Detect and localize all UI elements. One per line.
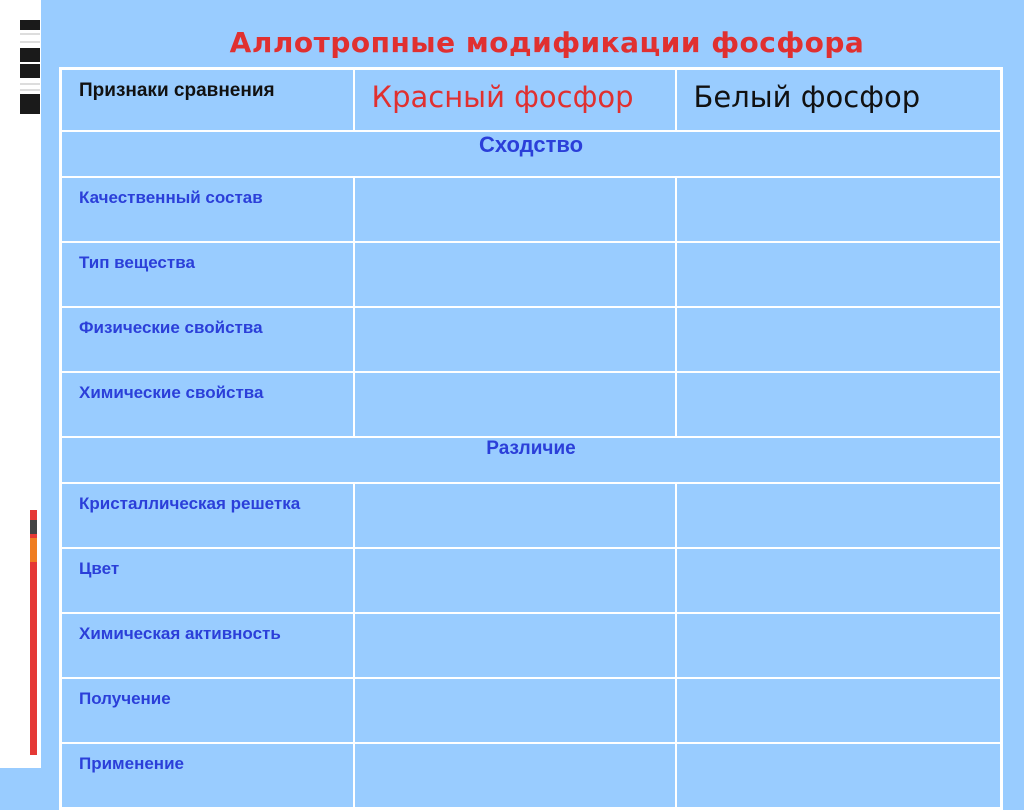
cell-white [676,483,1002,548]
row-label: Химические свойства [61,372,354,437]
table-row [61,372,1002,437]
section-similarity-label: Сходство [478,132,584,157]
row-label: Тип вещества [61,242,354,307]
section-difference [61,437,1002,483]
row-label: Цвет [61,548,354,613]
cell-red [354,613,676,678]
section-difference-label: Различие [486,438,576,459]
cell-white [676,548,1002,613]
section-row-similarity [61,131,1002,177]
cell-white [676,743,1002,809]
table-header-row [61,69,1002,132]
table-row [61,743,1002,809]
row-label: Применение [61,743,354,809]
accent-marker-orange [30,538,37,562]
row-label: Получение [61,678,354,743]
table-row [61,242,1002,307]
cell-red [354,548,676,613]
cell-white [676,372,1002,437]
cell-red [354,177,676,242]
cell-white [676,678,1002,743]
row-label: Химическая активность [61,613,354,678]
cell-white [676,613,1002,678]
cell-red [354,483,676,548]
comparison-table [59,67,1003,810]
cell-white [676,177,1002,242]
header-criteria: Признаки сравнения [61,69,354,132]
table-row [61,483,1002,548]
header-white-phosphorus: Белый фосфор [676,69,1002,132]
cell-red [354,307,676,372]
row-label: Качественный состав [61,177,354,242]
cell-white [676,307,1002,372]
cell-red [354,242,676,307]
cell-red [354,372,676,437]
table-row [61,613,1002,678]
row-label: Физические свойства [61,307,354,372]
table-row [61,307,1002,372]
accent-marker-dark [30,520,37,534]
row-label: Кристаллическая решетка [61,483,354,548]
cell-red [354,678,676,743]
table-row [61,548,1002,613]
cell-white [676,242,1002,307]
left-decorative-strip [0,0,41,768]
header-red-phosphorus: Красный фосфор [354,69,676,132]
table-row [61,177,1002,242]
section-similarity [61,131,1002,177]
slide-title: Аллотропные модификации фосфора [229,26,865,59]
section-row-difference [61,437,1002,483]
cell-red [354,743,676,809]
table-row [61,678,1002,743]
